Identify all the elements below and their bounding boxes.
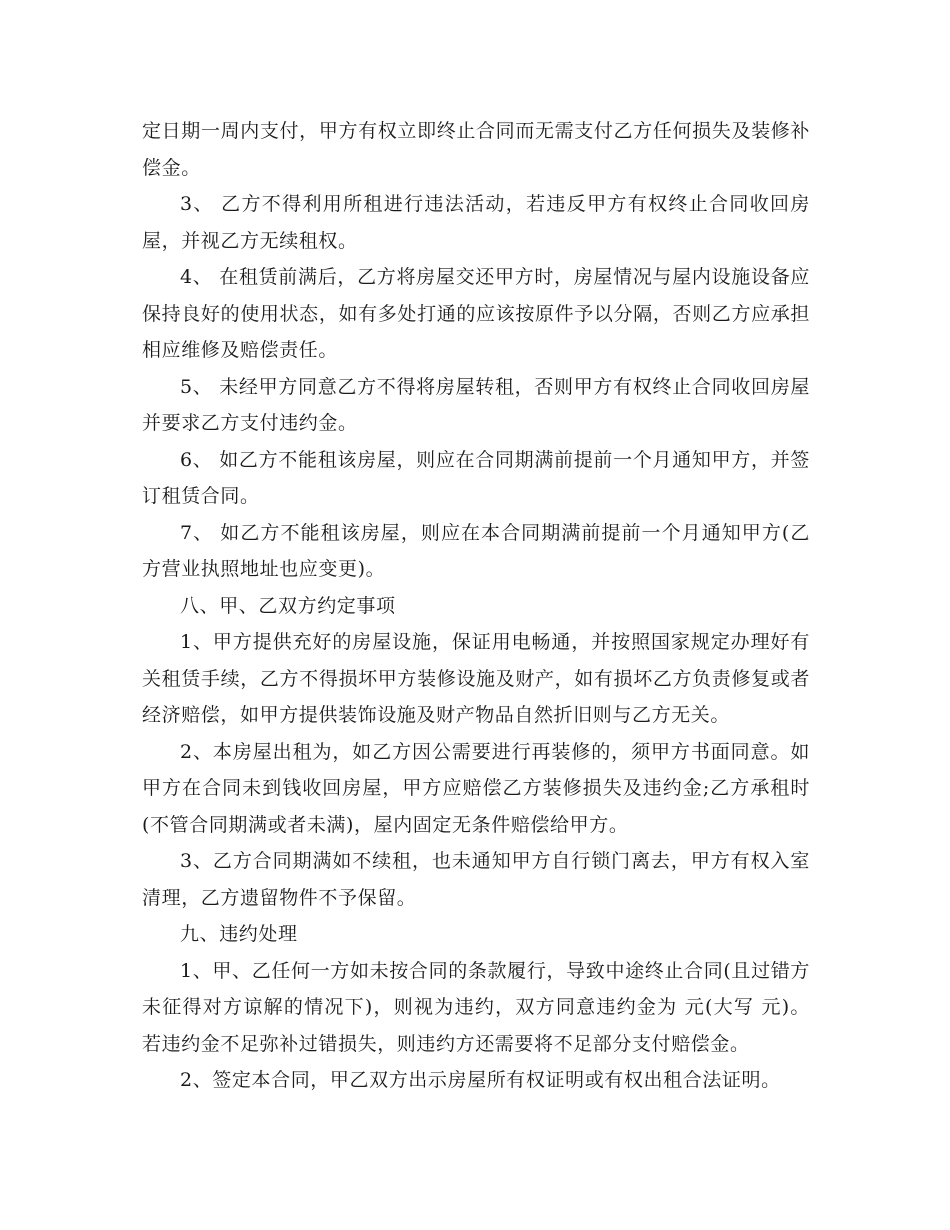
paragraph-section8-item-2: 2、本房屋出租为，如乙方因公需要进行再装修的，须甲方书面同意。如甲方在合同未到钱收回房屋，甲方应赔偿乙方装修损失及违约金;乙方承租时(不管合同期满或者未满)，屋内固定无条件赔偿给甲方。 [142, 740, 810, 836]
paragraph-section8-item-3: 3、乙方合同期满如不续租，也未通知甲方自行锁门离去，甲方有权入室清理，乙方遗留物件不予保留。 [142, 850, 810, 909]
section-heading-8: 八、甲、乙双方约定事项 [180, 594, 396, 617]
paragraph-clause-5: 5、 未经甲方同意乙方不得将房屋转租，否则甲方有权终止合同收回房屋并要求乙方支付违约金。 [142, 375, 810, 434]
paragraph-clause-6: 6、 如乙方不能租该房屋，则应在合同期满前提前一个月通知甲方，并签订租赁合同。 [142, 448, 810, 507]
paragraph-payment-deadline: 定日期一周内支付，甲方有权立即终止合同而无需支付乙方任何损失及装修补偿金。 [142, 120, 810, 179]
paragraph-section9-item-2: 2、签定本合同，甲乙双方出示房屋所有权证明或有权出租合法证明。 [180, 1069, 781, 1091]
section-heading-9: 九、违约处理 [180, 923, 298, 945]
paragraph-section8-item-1: 1、甲方提供充好的房屋设施，保证用电畅通，并按照国家规定办理好有关租赁手续，乙方不得损坏甲方装修设施及财产，如有损坏乙方负责修复或者经济赔偿，如甲方提供装饰设施及财产物品自然折旧则与乙方无关。 [142, 631, 810, 726]
paragraph-section9-item-1: 1、甲、乙任何一方如未按合同的条款履行，导致中途终止合同(且过错方未征得对方谅解的情况下)，则视为违约，双方同意违约金为 元(大写 元)。 若违约金不足弥补过错损失，则违约方还需要将不足部分支付赔偿金。 [142, 959, 810, 1055]
paragraph-clause-7: 7、 如乙方不能租该房屋，则应在本合同期满前提前一个月通知甲方(乙方营业执照地址也应变更)。 [142, 521, 810, 580]
paragraph-clause-4: 4、 在租赁前满后，乙方将房屋交还甲方时，房屋情况与屋内设施设备应保持良好的使用状态，如有多处打通的应该按原件予以分隔，否则乙方应承担相应维修及赔偿责任。 [142, 266, 810, 361]
paragraph-clause-3: 3、 乙方不得利用所租进行违法活动，若违反甲方有权终止合同收回房屋，并视乙方无续租权。 [142, 193, 810, 252]
document-body [142, 113, 810, 1099]
